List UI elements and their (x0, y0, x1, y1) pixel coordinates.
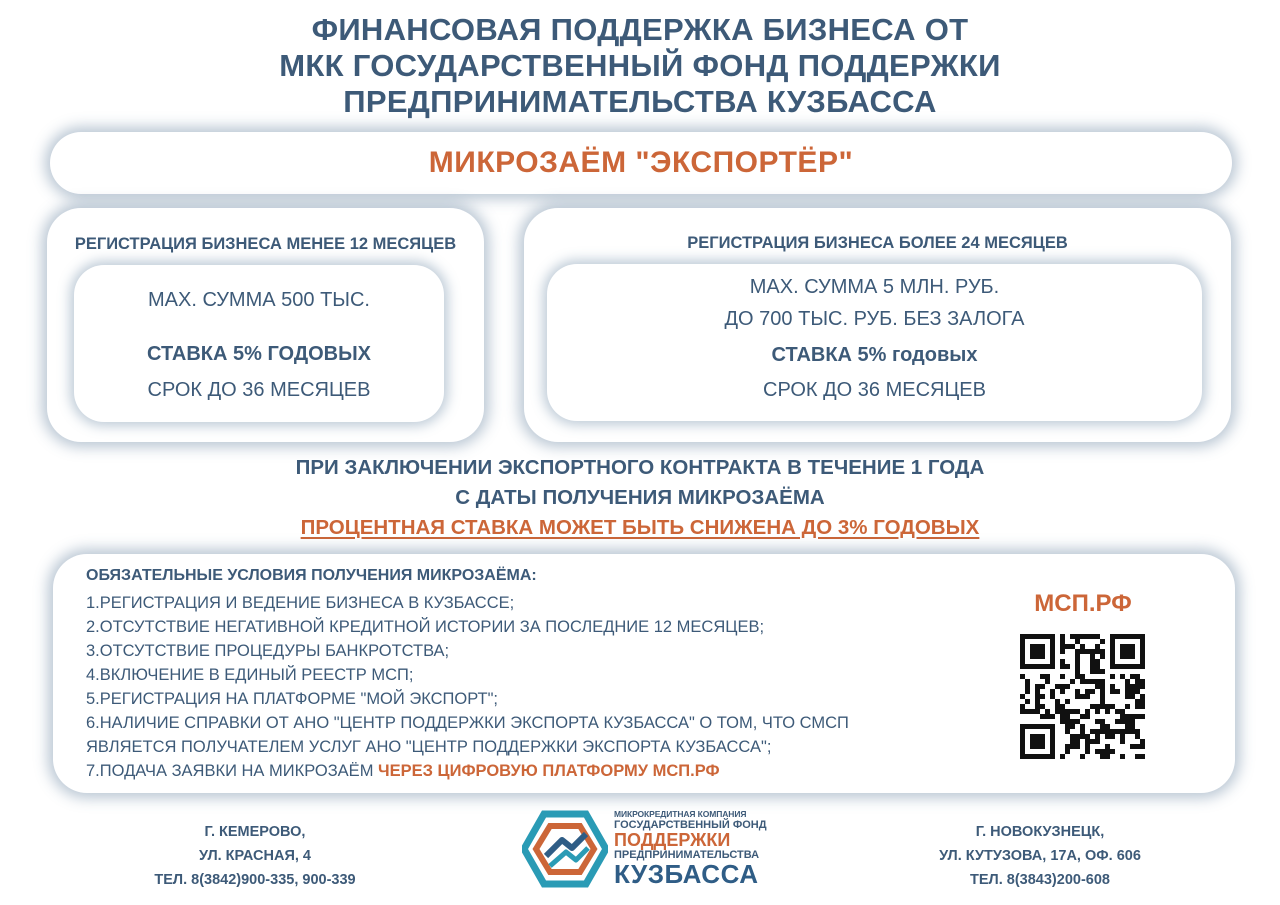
export-contract-promo (0, 453, 1280, 543)
title-line-2: МКК ГОСУДАРСТВЕННЫЙ ФОНД ПОДДЕРЖКИ (279, 48, 1001, 83)
title-line-3: ПРЕДПРИНИМАТЕЛЬСТВА КУЗБАССА (343, 84, 937, 119)
office-street: УЛ. КРАСНАЯ, 4 (198, 848, 311, 864)
condition-item: 5.РЕГИСТРАЦИЯ НА ПЛАТФОРМЕ "МОЙ ЭКСПОРТ"; (86, 690, 499, 708)
condition-item (86, 759, 966, 783)
fund-logo-text (614, 809, 767, 889)
fund-logo (522, 806, 767, 890)
platform-link-text: ЧЕРЕЗ ЦИФРОВУЮ ПЛАТФОРМУ МСП.РФ (378, 762, 720, 780)
qr-code-icon[interactable] (1020, 634, 1145, 759)
logo-line: ГОСУДАРСТВЕННЫЙ ФОНД (614, 819, 767, 831)
logo-line: МИКРОКРЕДИТНАЯ КОМПАНИЯ (614, 809, 747, 819)
interest-rate: СТАВКА 5% годовых (771, 344, 978, 366)
offer-terms-box (74, 265, 444, 422)
conditions-card (53, 554, 1235, 793)
condition-text: 7.ПОДАЧА ЗАЯВКИ НА МИКРОЗАЁМ (86, 762, 379, 780)
max-sum: MAX. СУММА 500 ТЫС. (147, 289, 370, 311)
loan-term: СРОК ДО 36 МЕСЯЦЕВ (147, 379, 371, 401)
title-line-1: ФИНАНСОВАЯ ПОДДЕРЖКА БИЗНЕСА ОТ (311, 12, 969, 47)
max-sum: MAX. СУММА 5 МЛН. РУБ. (749, 276, 1000, 298)
interest-rate: СТАВКА 5% ГОДОВЫХ (147, 343, 371, 365)
condition-item: 4.ВКЛЮЧЕНИЕ В ЕДИНЫЙ РЕЕСТР МСП; (86, 666, 414, 684)
loan-term: СРОК ДО 36 МЕСЯЦЕВ (763, 379, 986, 401)
offer-heading: РЕГИСТРАЦИЯ БИЗНЕСА БОЛЕЕ 24 МЕСЯЦЕВ (687, 234, 1068, 252)
condition-item: 2.ОТСУТСТВИЕ НЕГАТИВНОЙ КРЕДИТНОЙ ИСТОРИИ ЗА ПОСЛЕДНИЕ 12 МЕСЯЦЕВ; (86, 618, 765, 636)
office-phone: ТЕЛ. 8(3842)900-335, 900-339 (154, 872, 356, 888)
no-collateral-limit: ДО 700 ТЫС. РУБ. БЕЗ ЗАЛОГА (724, 308, 1025, 330)
condition-item: 6.НАЛИЧИЕ СПРАВКИ ОТ АНО "ЦЕНТР ПОДДЕРЖКИ ЭКСПОРТА КУЗБАССА" О ТОМ, ЧТО СМСП (86, 714, 849, 732)
promo-rate-highlight: ПРОЦЕНТНАЯ СТАВКА МОЖЕТ БЫТЬ СНИЖЕНА ДО 3% ГОДОВЫХ (300, 516, 980, 539)
conditions-list (86, 591, 966, 783)
offer-heading: РЕГИСТРАЦИЯ БИЗНЕСА МЕНЕЕ 12 МЕСЯЦЕВ (74, 235, 457, 253)
logo-line: КУЗБАССА (614, 859, 759, 889)
offer-card-over-24-months (524, 208, 1231, 442)
condition-item: 1.РЕГИСТРАЦИЯ И ВЕДЕНИЕ БИЗНЕСА В КУЗБАССЕ; (86, 594, 515, 612)
kemerovo-office (130, 820, 380, 892)
conditions-heading: ОБЯЗАТЕЛЬНЫЕ УСЛОВИЯ ПОЛУЧЕНИЯ МИКРОЗАЁМА: (86, 567, 537, 584)
office-street: УЛ. КУТУЗОВА, 17А, ОФ. 606 (939, 848, 1141, 864)
condition-item-continued: ЯВЛЯЕТСЯ ПОЛУЧАТЕЛЕМ УСЛУГ АНО "ЦЕНТР ПОДДЕРЖКИ ЭКСПОРТА КУЗБАССА"; (86, 738, 772, 756)
page-title (0, 12, 1280, 120)
novokuznetsk-office (910, 820, 1170, 892)
office-city: Г. НОВОКУЗНЕЦК, (975, 824, 1105, 840)
fund-logo-icon (522, 810, 608, 888)
logo-line: ПОДДЕРЖКИ (614, 830, 731, 850)
offer-terms-box (547, 264, 1202, 421)
logo-line: ПРЕДПРИНИМАТЕЛЬСТВА (614, 849, 760, 861)
promo-line-2: С ДАТЫ ПОЛУЧЕНИЯ МИКРОЗАЁМА (455, 486, 825, 509)
promo-line-1: ПРИ ЗАКЛЮЧЕНИИ ЭКСПОРТНОГО КОНТРАКТА В ТЕЧЕНИЕ 1 ГОДА (295, 456, 985, 479)
condition-item: 3.ОТСУТСТВИЕ ПРОЦЕДУРЫ БАНКРОТСТВА; (86, 642, 450, 660)
office-city: Г. КЕМЕРОВО, (204, 824, 306, 840)
msp-site-label: МСП.РФ (1034, 590, 1132, 617)
office-phone: ТЕЛ. 8(3843)200-608 (970, 872, 1110, 888)
product-name: МИКРОЗАЁМ "ЭКСПОРТЁР" (428, 146, 854, 179)
offer-card-under-12-months (47, 208, 484, 442)
product-banner (50, 132, 1232, 194)
